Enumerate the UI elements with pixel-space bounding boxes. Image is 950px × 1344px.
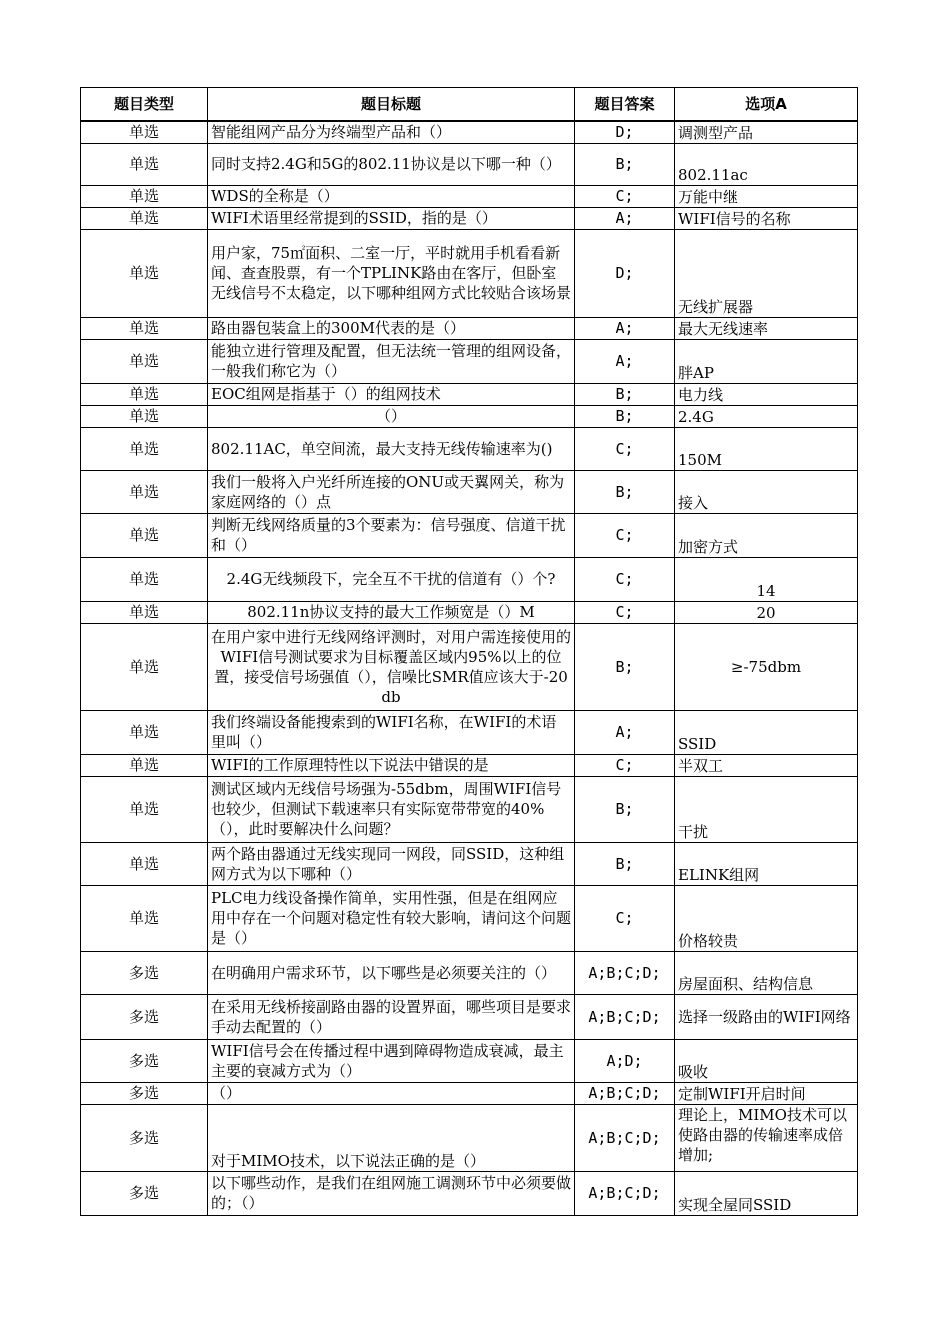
- table-row: [81, 185, 858, 207]
- cell-option-a: 无线扩展器: [675, 229, 858, 317]
- cell-title: 以下哪些动作，是我们在组网施工调测环节中必须要做的；（）: [208, 1171, 575, 1215]
- cell-type: 单选: [81, 427, 208, 470]
- cell-title: EOC组网是指基于（）的组网技术: [208, 383, 575, 405]
- cell-option-a: 胖AP: [675, 339, 858, 383]
- cell-answer: C;: [575, 754, 675, 776]
- cell-type: 单选: [81, 513, 208, 557]
- header-option-a: 选项A: [675, 88, 858, 122]
- cell-type: 单选: [81, 601, 208, 623]
- cell-answer: A;B;C;D;: [575, 951, 675, 994]
- cell-option-a: 实现全屋同SSID: [675, 1171, 858, 1215]
- table-row: [81, 143, 858, 185]
- cell-answer: A;B;C;D;: [575, 1104, 675, 1171]
- cell-type: 单选: [81, 470, 208, 513]
- question-table: [80, 87, 858, 1216]
- cell-type: 单选: [81, 339, 208, 383]
- cell-answer: C;: [575, 601, 675, 623]
- cell-title: 智能组网产品分为终端型产品和（）: [208, 121, 575, 143]
- table-row: [81, 470, 858, 513]
- cell-option-a: 调测型产品: [675, 121, 858, 143]
- cell-answer: D;: [575, 229, 675, 317]
- cell-option-a: ELINK组网: [675, 842, 858, 885]
- cell-type: 单选: [81, 121, 208, 143]
- table-row: [81, 513, 858, 557]
- table-row: [81, 317, 858, 339]
- cell-title: WDS的全称是（）: [208, 185, 575, 207]
- cell-option-a: 干扰: [675, 776, 858, 842]
- cell-option-a: 接入: [675, 470, 858, 513]
- cell-option-a: 802.11ac: [675, 143, 858, 185]
- header-type: 题目类型: [81, 88, 208, 122]
- cell-answer: B;: [575, 623, 675, 710]
- cell-type: 单选: [81, 229, 208, 317]
- table-row: [81, 601, 858, 623]
- cell-answer: A;: [575, 710, 675, 754]
- cell-answer: B;: [575, 143, 675, 185]
- cell-type: 多选: [81, 1039, 208, 1082]
- cell-answer: A;B;C;D;: [575, 994, 675, 1039]
- cell-type: 单选: [81, 405, 208, 427]
- cell-option-a: 半双工: [675, 754, 858, 776]
- table-row: [81, 1104, 858, 1171]
- cell-title: 我们终端设备能搜索到的WIFI名称，在WIFI的术语里叫（）: [208, 710, 575, 754]
- cell-title: 测试区域内无线信号场强为-55dbm，周围WIFI信号也较少，但测试下载速率只有实际宽带带宽的40%（），此时要解决什么问题？: [208, 776, 575, 842]
- cell-title: 我们一般将入户光纤所连接的ONU或天翼网关，称为家庭网络的（）点: [208, 470, 575, 513]
- cell-type: 单选: [81, 885, 208, 951]
- table-row: [81, 754, 858, 776]
- table-row: [81, 229, 858, 317]
- cell-option-a: 理论上，MIMO技术可以使路由器的传输速率成倍增加;: [675, 1104, 858, 1171]
- table-row: [81, 557, 858, 601]
- cell-type: 单选: [81, 143, 208, 185]
- cell-option-a: 最大无线速率: [675, 317, 858, 339]
- cell-type: 多选: [81, 1104, 208, 1171]
- cell-answer: A;: [575, 339, 675, 383]
- cell-type: 单选: [81, 842, 208, 885]
- cell-title: PLC电力线设备操作简单，实用性强，但是在组网应用中存在一个问题对稳定性有较大影响，请问这个问题是（）: [208, 885, 575, 951]
- table-row: [81, 121, 858, 143]
- cell-option-a: 价格较贵: [675, 885, 858, 951]
- table-row: [81, 951, 858, 994]
- table-row: [81, 776, 858, 842]
- table-row: [81, 1082, 858, 1104]
- table-row: [81, 405, 858, 427]
- cell-option-a: SSID: [675, 710, 858, 754]
- cell-option-a: 房屋面积、结构信息: [675, 951, 858, 994]
- cell-title: 2.4G无线频段下，完全互不干扰的信道有（）个?: [208, 557, 575, 601]
- cell-type: 多选: [81, 1171, 208, 1215]
- cell-title: 802.11AC，单空间流，最大支持无线传输速率为(): [208, 427, 575, 470]
- table-row: [81, 842, 858, 885]
- table-row: [81, 623, 858, 710]
- cell-answer: D;: [575, 121, 675, 143]
- table-row: [81, 994, 858, 1039]
- table-row: [81, 339, 858, 383]
- cell-type: 单选: [81, 776, 208, 842]
- table-row: [81, 207, 858, 229]
- cell-answer: C;: [575, 557, 675, 601]
- cell-type: 单选: [81, 207, 208, 229]
- cell-answer: C;: [575, 513, 675, 557]
- cell-type: 单选: [81, 754, 208, 776]
- cell-type: 单选: [81, 623, 208, 710]
- cell-type: 单选: [81, 557, 208, 601]
- cell-title: 同时支持2.4G和5G的802.11协议是以下哪一种（）: [208, 143, 575, 185]
- cell-title: 能独立进行管理及配置，但无法统一管理的组网设备，一般我们称它为（）: [208, 339, 575, 383]
- cell-option-a: 14: [675, 557, 858, 601]
- cell-title: 802.11n协议支持的最大工作频宽是（）M: [208, 601, 575, 623]
- table-row: [81, 1039, 858, 1082]
- cell-option-a: 加密方式: [675, 513, 858, 557]
- cell-answer: C;: [575, 885, 675, 951]
- cell-option-a: 定制WIFI开启时间: [675, 1082, 858, 1104]
- cell-answer: B;: [575, 842, 675, 885]
- cell-title: WIFI信号会在传播过程中遇到障碍物造成衰减，最主主要的衰减方式为（）: [208, 1039, 575, 1082]
- cell-option-a: 选择一级路由的WIFI网络: [675, 994, 858, 1039]
- cell-answer: A;B;C;D;: [575, 1082, 675, 1104]
- cell-type: 单选: [81, 185, 208, 207]
- cell-title: 路由器包装盒上的300M代表的是（）: [208, 317, 575, 339]
- cell-option-a: 2.4G: [675, 405, 858, 427]
- cell-answer: B;: [575, 405, 675, 427]
- cell-title: （）: [208, 405, 575, 427]
- cell-answer: A;D;: [575, 1039, 675, 1082]
- cell-option-a: WIFI信号的名称: [675, 207, 858, 229]
- cell-type: 单选: [81, 317, 208, 339]
- cell-answer: A;: [575, 317, 675, 339]
- cell-title: WIFI的工作原理特性以下说法中错误的是: [208, 754, 575, 776]
- cell-answer: A;B;C;D;: [575, 1171, 675, 1215]
- cell-title: 在采用无线桥接副路由器的设置界面，哪些项目是要求手动去配置的（）: [208, 994, 575, 1039]
- header-row: [81, 88, 858, 122]
- header-title: 题目标题: [208, 88, 575, 122]
- cell-type: 单选: [81, 383, 208, 405]
- cell-title: 在明确用户需求环节，以下哪些是必须要关注的（）: [208, 951, 575, 994]
- cell-option-a: ≥-75dbm: [675, 623, 858, 710]
- cell-answer: B;: [575, 383, 675, 405]
- cell-answer: A;: [575, 207, 675, 229]
- cell-title: 两个路由器通过无线实现同一网段，同SSID，这种组网方式为以下哪种（）: [208, 842, 575, 885]
- cell-type: 多选: [81, 994, 208, 1039]
- cell-title: 用户家，75㎡面积、二室一厅，平时就用手机看看新闻、查查股票，有一个TPLINK路由在客厅，但卧室无线信号不太稳定，以下哪种组网方式比较贴合该场景: [208, 229, 575, 317]
- table-row: [81, 710, 858, 754]
- cell-answer: C;: [575, 427, 675, 470]
- table-row: [81, 427, 858, 470]
- cell-title: 对于MIMO技术，以下说法正确的是（）: [208, 1104, 575, 1171]
- cell-answer: B;: [575, 470, 675, 513]
- cell-option-a: 电力线: [675, 383, 858, 405]
- cell-type: 多选: [81, 951, 208, 994]
- cell-answer: C;: [575, 185, 675, 207]
- cell-option-a: 万能中继: [675, 185, 858, 207]
- cell-option-a: 150M: [675, 427, 858, 470]
- cell-type: 多选: [81, 1082, 208, 1104]
- cell-answer: B;: [575, 776, 675, 842]
- header-answer: 题目答案: [575, 88, 675, 122]
- cell-title: （）: [208, 1082, 575, 1104]
- table-row: [81, 1171, 858, 1215]
- table-row: [81, 383, 858, 405]
- cell-option-a: 20: [675, 601, 858, 623]
- cell-type: 单选: [81, 710, 208, 754]
- cell-title: 在用户家中进行无线网络评测时，对用户需连接使用的WIFI信号测试要求为目标覆盖区域内95%以上的位置，接受信号场强值（），信噪比SMR值应该大于-20db: [208, 623, 575, 710]
- table-row: [81, 885, 858, 951]
- cell-title: 判断无线网络质量的3个要素为：信号强度、信道干扰和（）: [208, 513, 575, 557]
- cell-title: WIFI术语里经常提到的SSID，指的是（）: [208, 207, 575, 229]
- cell-option-a: 吸收: [675, 1039, 858, 1082]
